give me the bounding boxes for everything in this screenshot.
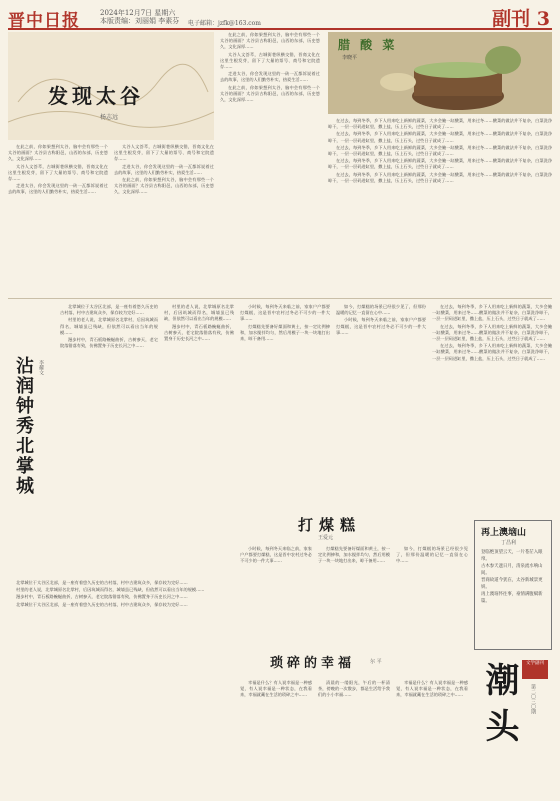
article1-paragraph: 太谷人文荟萃，古城街巷纵横交错，晋商文化在这里生根发芽，留下了大量的票号、商号和宅院遗存…… [8, 163, 108, 182]
article4-paragraph: 清晨的一缕阳光，午后的一杯清茶，傍晚的一次散步，都是生活给予我们的小小幸福…… [318, 680, 390, 698]
article2-paragraph: 北掌城位于太谷区北部，是一座有着悠久历史的古村落，村中古建筑众多，保存较为完好…… [60, 304, 158, 316]
article3-col0b [336, 304, 426, 500]
masthead-meta [100, 9, 179, 25]
brand-seal: 文学副刊 [522, 660, 548, 679]
article1-paragraph: 太谷人文荟萃，古城街巷纵横交错，晋商文化在这里生根发芽，留下了大量的票号、商号和宅院遗存…… [114, 144, 214, 162]
article1-paragraph: 走进太谷，你会发现这里的一砖一瓦都诉说着过去的故事，这里的人们勤劳朴实，热爱生活…… [220, 71, 320, 83]
article1-title: 发现太谷 [48, 84, 144, 108]
photo-pickled-vegetables [328, 32, 552, 114]
right-continue-text [432, 304, 552, 514]
article3-author: 王爱元 [318, 535, 334, 541]
right-paragraph: 在过去，每到冬季，乡下人用来吃上新鲜的蔬菜，大多会腌一缸酸菜，用来过冬……酸菜的做法并不复杂，白菜洗净晾干，一层一层码进缸里，撒上盐，压上石头，过些日子就成了…… [432, 323, 552, 342]
article4-author: 尔 平 [370, 659, 382, 665]
article1-paragraph: 在此之前，你如果想到太谷，脑中会有那些一个太谷的画面？太谷县古称阳邑，山西的东部，历史悠久，文化深厚…… [114, 177, 214, 195]
pickled-vegetables-text [328, 118, 552, 294]
poem-box [474, 520, 552, 650]
photo-author: 李晓平 [342, 55, 358, 61]
article3-paragraph: 小时候，每到冬天来临之前，家家户户都要打煤糕，这是晋中农村过冬必不可少的一件大事…… [240, 546, 312, 564]
article2-paragraph: 漫步村中，青石板路蜿蜒曲折，古树参天，老宅院落错落有致，仿佛置身于历史长河之中…… [16, 594, 188, 600]
article2-paragraph: 村里的老人说，北掌城原名北掌村，后因筑城而得名，城墙虽已残缺，但依然可以看出当年的规模…… [16, 587, 205, 593]
article2-paragraph: 北掌城位于太谷区北部，是一座有着悠久历史的古村落，村中古建筑众多，保存较为完好…… [16, 580, 188, 585]
poem-author: 丁昌利 [501, 540, 517, 546]
article3-title: 打煤糕 [298, 516, 362, 534]
article1-col3 [220, 32, 320, 294]
poem-line: 登临绝顶望云天，一片苍茫入眼帘。 [481, 550, 543, 562]
article1-paragraph: 在此之前，你如果想到太谷，脑中会有那些一个太谷的画面？太谷县古称阳邑，山西的东部，历史悠久，文化深厚…… [220, 32, 320, 50]
date-line: 2024年12月7日 星期六 [100, 9, 176, 17]
article2-col1 [60, 304, 158, 574]
article2-title: 沾润钟秀北掌城 [13, 356, 34, 496]
article4-title: 琐碎的幸福 [270, 656, 356, 671]
article4-paragraph: 幸福是什么？有人说幸福是一种感觉，有人说幸福是一种状态，在我看来，幸福就藏在生活的琐碎之中…… [396, 680, 468, 698]
article4-col3 [396, 680, 468, 784]
poem-line: 晋商故道今犹在，太谷新城景更妍。 [481, 578, 543, 590]
editor-line: 本版责编：刘丽娟 李素芬 [100, 17, 180, 25]
article2-paragraph: 北掌城位于太谷区北部，是一座有着悠久历史的古村落，村中古建筑众多，保存较为完好…… [16, 601, 188, 607]
poem-body [481, 549, 545, 605]
article2-paragraph: 村里的老人说，北掌城原名北掌村，后因筑城而得名，城墙虽已残缺，但依然可以看出当年的规模…… [164, 304, 234, 322]
article2-bottom [8, 580, 234, 784]
right-paragraph: 在过去，每到冬季，乡下人用来吃上新鲜的蔬菜，大多会腌一缸酸菜，用来过冬……酸菜的做法并不复杂，白菜洗净晾干，一层一层码进缸里，撒上盐，压上石头，过些日子就成了…… [328, 171, 552, 183]
article3-col3 [396, 546, 468, 642]
page-label: 副刊 3 [492, 8, 550, 30]
photo-caption: 腊 酸 菜 [338, 38, 398, 52]
article2-paragraph: 漫步村中，青石板路蜿蜒曲折，古树参天，老宅院落错落有致，仿佛置身于历史长河之中…… [60, 337, 158, 349]
article4-title-block [240, 650, 468, 676]
article3-col0 [240, 304, 330, 500]
poem-line: 再上澳垴怀往事，豪情满腹赋新篇。 [481, 592, 543, 604]
article3-paragraph: 打煤糕先要备好煤面和黄土，按一定比例掺和，加水搅拌均匀，然后用模子一块一块地打出来，晾干备用…… [240, 323, 330, 342]
article4-col1 [240, 680, 312, 784]
article1-paragraph: 在此之前，你如果想到太谷，脑中会有那些一个太谷的画面？太谷县古称阳邑，山西的东部，历史悠久，文化深厚…… [8, 144, 108, 162]
article4-col2 [318, 680, 390, 784]
article1-paragraph: 走进太谷，你会发现这里的一砖一瓦都诉说着过去的故事，这里的人们勤劳朴实，热爱生活…… [114, 163, 214, 175]
article4-paragraph: 幸福是什么？有人说幸福是一种感觉，有人说幸福是一种状态，在我看来，幸福就藏在生活的琐碎之中…… [240, 680, 312, 698]
poem-title: 再上澳垴山 [481, 528, 527, 538]
article1-paragraph: 走进太谷，你会发现这里的一砖一瓦都诉说着过去的故事，这里的人们勤劳朴实，热爱生活…… [8, 183, 108, 195]
article3-paragraph: 如今，打煤糕的场景已经很少见了，但那份温暖的记忆一直留在心中…… [336, 304, 426, 316]
article3-paragraph: 小时候，每到冬天来临之前，家家户户都要打煤糕，这是晋中农村过冬必不可少的一件大事…… [336, 317, 426, 335]
article1-author: 杨志远 [100, 114, 119, 121]
right-paragraph: 在过去，每到冬季，乡下人用来吃上新鲜的蔬菜，大多会腌一缸酸菜，用来过冬……酸菜的做法并不复杂，白菜洗净晾干，一层一层码进缸里，撒上盐，压上石头，过些日子就成了…… [328, 118, 552, 130]
article2-paragraph: 漫步村中，青石板路蜿蜒曲折，古树参天，老宅院落错落有致，仿佛置身于历史长河之中…… [164, 323, 234, 342]
right-paragraph: 在过去，每到冬季，乡下人用来吃上新鲜的蔬菜，大多会腌一缸酸菜，用来过冬……酸菜的做法并不复杂，白菜洗净晾干，一层一层码进缸里，撒上盐，压上石头，过些日子就成了…… [432, 304, 552, 322]
article1-paragraph: 在此之前，你如果想到太谷，脑中会有那些一个太谷的画面？太谷县古称阳邑，山西的东部，历史悠久，文化深厚…… [220, 84, 320, 103]
right-paragraph: 在过去，每到冬季，乡下人用来吃上新鲜的蔬菜，大多会腌一缸酸菜，用来过冬……酸菜的做法并不复杂，白菜洗净晾干，一层一层码进缸里，撒上盐，压上石头，过些日子就成了…… [328, 144, 552, 157]
article1-col2 [114, 144, 214, 294]
article1-paragraph: 太谷人文荟萃，古城街巷纵横交错，晋商文化在这里生根发芽，留下了大量的票号、商号和宅院遗存…… [220, 51, 320, 70]
issue-label: 第二〇三〇期 [530, 684, 536, 714]
right-paragraph: 在过去，每到冬季，乡下人用来吃上新鲜的蔬菜，大多会腌一缸酸菜，用来过冬……酸菜的做法并不复杂，白菜洗净晾干，一层一层码进缸里，撒上盐，压上石头，过些日子就成了…… [432, 343, 552, 361]
article3-col2 [318, 546, 390, 642]
poem-line: 古木参天遮日月，清泉流水响山间。 [481, 564, 543, 576]
article1-col1 [8, 144, 108, 294]
article2-col2 [164, 304, 234, 574]
article2-paragraph: 村里的老人说，北掌城原名北掌村，后因筑城而得名，城墙虽已残缺，但依然可以看出当年的规模…… [60, 317, 158, 335]
section-divider [8, 298, 552, 299]
brand-calligraphy: 潮 头 [479, 662, 519, 742]
paper-logo: 晋中日报 [8, 11, 80, 31]
article3-paragraph: 打煤糕先要备好煤面和黄土，按一定比例掺和，加水搅拌均匀，然后用模子一块一块地打出来，晾干备用…… [318, 546, 390, 564]
article1-title-block [8, 32, 214, 140]
right-paragraph: 在过去，每到冬季，乡下人用来吃上新鲜的蔬菜，大多会腌一缸酸菜，用来过冬……酸菜的做法并不复杂，白菜洗净晾干，一层一层码进缸里，撒上盐，压上石头，过些日子就成了…… [328, 158, 552, 170]
article3-col1 [240, 546, 312, 642]
article3-paragraph: 如今，打煤糕的场景已经很少见了，但那份温暖的记忆一直留在心中…… [396, 546, 468, 564]
brand-block [474, 654, 552, 794]
masthead [8, 6, 552, 30]
article3-paragraph: 小时候，每到冬天来临之前，家家户户都要打煤糕，这是晋中农村过冬必不可少的一件大事…… [240, 304, 330, 322]
right-paragraph: 在过去，每到冬季，乡下人用来吃上新鲜的蔬菜，大多会腌一缸酸菜，用来过冬……酸菜的做法并不复杂，白菜洗净晾干，一层一层码进缸里，撒上盐，压上石头，过些日子就成了…… [328, 131, 552, 143]
email-line: 电子邮箱：jzfk@163.com [188, 20, 261, 27]
article2-author: 李耀文 [38, 360, 44, 375]
